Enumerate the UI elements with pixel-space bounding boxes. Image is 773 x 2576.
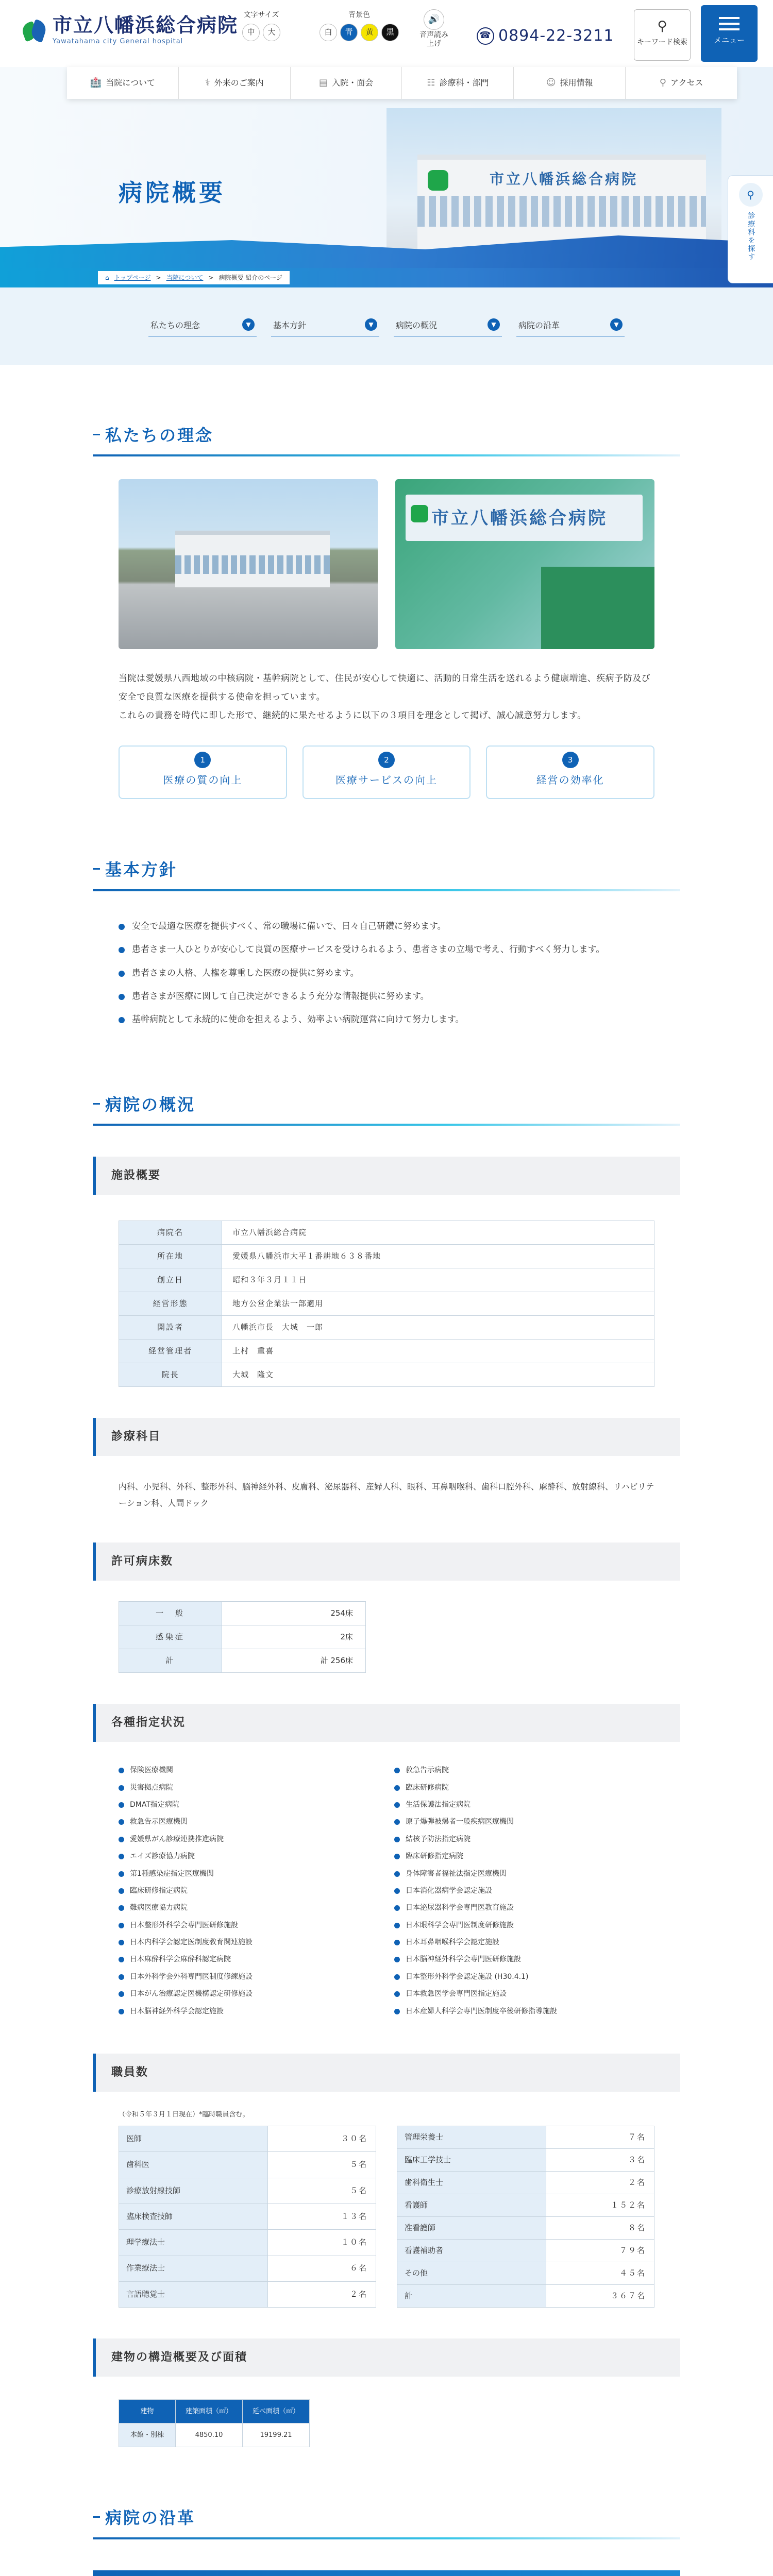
voice-read-label: 音声読み上げ — [419, 31, 448, 48]
table-row — [397, 2217, 654, 2240]
staff-count: ８名 — [546, 2217, 654, 2240]
staff-count: ５名 — [268, 2152, 376, 2178]
list-item: 生活保護法指定病院 — [394, 1799, 654, 1810]
list-item: 臨床研修指定病院 — [119, 1885, 379, 1896]
header-tel[interactable] — [477, 23, 614, 49]
side-tab-label: 診療科を探す — [747, 212, 755, 261]
list-item: 愛媛県がん診療連携推進病院 — [119, 1834, 379, 1845]
beds-table — [119, 1601, 366, 1673]
staff-count: １０名 — [268, 2230, 376, 2256]
list-item: 日本産婦人科学会専門医制度卒後研修指導施設 — [394, 2006, 654, 2017]
list-item: 臨床研修指定病院 — [394, 1851, 654, 1862]
table-row — [119, 2281, 376, 2307]
departments-text: 内科、小児科、外科、整形外科、脳神経外科、皮膚科、泌尿器科、産婦人科、眼科、耳鼻咽喉科、歯科口腔外科、麻酔科、放射線科、リハビリテーション科、人間ドック — [119, 1482, 654, 1509]
designation-heading: 各種指定状況 — [93, 1704, 680, 1742]
site-header — [0, 0, 773, 88]
section-policy — [0, 799, 773, 1029]
voice-read-button[interactable] — [417, 9, 450, 48]
breadcrumb-current: 病院概要 紹介のページ — [219, 274, 283, 281]
staff-heading: 職員数 — [93, 2054, 680, 2092]
table-row — [397, 2149, 654, 2172]
philosophy-card: 1 医療の質の向上 — [119, 745, 287, 799]
clipboard-icon: ☷ — [427, 77, 435, 88]
side-tab-find-department[interactable] — [728, 175, 773, 283]
search-icon: ⚲ — [657, 19, 667, 34]
page-title: 病院概要 — [119, 179, 226, 207]
bg-white-button[interactable]: 白 — [320, 24, 337, 41]
table-row — [397, 2194, 654, 2217]
bg-blue-button[interactable]: 青 — [340, 24, 358, 41]
home-icon: ⌂ — [105, 274, 109, 281]
philosophy-photos — [119, 479, 654, 649]
anchor-link-history[interactable]: 病院の沿革 ▼ — [516, 315, 625, 336]
designation-list-right — [394, 1765, 654, 2023]
staff-count: ７９名 — [546, 2240, 654, 2262]
anchor-nav — [0, 287, 773, 365]
chevron-down-icon: ▼ — [242, 318, 255, 331]
table-row: 経営管理者 上村 重喜 — [119, 1340, 654, 1363]
staff-role: 計 — [397, 2285, 546, 2308]
list-item: 日本がん治療認定医機構認定研修施設 — [119, 1988, 379, 1999]
list-item: 日本整形外科学会認定施設 (H30.4.1) — [394, 1971, 654, 1982]
staff-role: 管理栄養士 — [397, 2126, 546, 2149]
anchor-link-policy[interactable]: 基本方針 ▼ — [271, 315, 379, 336]
table-row: 計 計 256床 — [119, 1649, 366, 1673]
hospital-sign-photo — [395, 479, 654, 649]
staff-table-right — [397, 2126, 654, 2308]
breadcrumb-about[interactable]: 当院について — [166, 274, 204, 281]
staff-count: ５名 — [268, 2178, 376, 2204]
breadcrumb-band — [0, 268, 773, 287]
staff-count: ２名 — [268, 2281, 376, 2307]
history-heading: 病院の沿革 — [93, 2504, 680, 2539]
table-row: 所在地 愛媛県八幡浜市大平１番耕地６３８番地 — [119, 1245, 654, 1268]
menu-button[interactable] — [701, 5, 758, 62]
hamburger-icon — [719, 17, 740, 19]
logo-title: 市立八幡浜総合病院 — [53, 13, 239, 37]
bg-color-label: 背景色 — [348, 11, 370, 19]
facility-heading: 施設概要 — [93, 1157, 680, 1195]
list-item: 日本麻酔科学会麻酔科認定病院 — [119, 1954, 379, 1965]
table-row — [119, 2230, 376, 2256]
list-item: 第1種感染症指定医療機関 — [119, 1868, 379, 1879]
staff-role: その他 — [397, 2262, 546, 2285]
staff-role: 看護師 — [397, 2194, 546, 2217]
table-row — [397, 2126, 654, 2149]
gnav-item-departments[interactable]: ☷ 診療科・部門 — [402, 67, 514, 99]
list-item: エイズ診療協力病院 — [119, 1851, 379, 1862]
staff-role: 准看護師 — [397, 2217, 546, 2240]
list-item: 患者さまが医療に関して自己決定ができるよう充分な情報提供に努めます。 — [119, 987, 654, 1006]
list-item: 日本脳神経外科学会認定施設 — [119, 2006, 379, 2017]
philosophy-card: 3 経営の効率化 — [486, 745, 654, 799]
anchor-link-philosophy[interactable]: 私たちの理念 ▼ — [148, 315, 257, 336]
philosophy-lead: 当院は愛媛県八西地域の中核病院・基幹病院として、住民が安心して快適に、活動的日常生活を送れるよう健康増進、疾病予防及び安全で良質な医療を提供する使命を担っています。 これらの責務を時代に即した形で、継続的に果たせるように以下の３項目を理念として掲げ、誠心誠意努力します。 — [119, 673, 651, 721]
philosophy-heading: 私たちの理念 — [93, 421, 680, 456]
list-item: 臨床研修病院 — [394, 1782, 654, 1793]
staff-role: 作業療法士 — [119, 2256, 268, 2281]
staff-role: 臨床検査技師 — [119, 2204, 268, 2229]
policy-list — [119, 917, 654, 1030]
staff-role: 診療放射線技師 — [119, 2178, 268, 2204]
designation-lists — [119, 1765, 654, 2023]
list-item: 日本眼科学会専門医制度研修施設 — [394, 1920, 654, 1931]
list-item: 患者さま一人ひとりが安心して良質の医療サービスを受けられるよう、患者さまの立場で考え、行動すべく努力します。 — [119, 940, 654, 959]
breadcrumb: ⌂ トップページ > 当院について > 病院概要 紹介のページ — [98, 271, 290, 284]
staff-count: ２名 — [546, 2172, 654, 2194]
list-item: 結核予防法指定病院 — [394, 1834, 654, 1845]
gnav-item-outpatient[interactable]: ⚕ 外来のご案内 — [179, 67, 291, 99]
staff-count: １５２名 — [546, 2194, 654, 2217]
list-item: 救急告示医療機関 — [119, 1816, 379, 1827]
chevron-down-icon: ▼ — [365, 318, 377, 331]
staff-role: 歯科医 — [119, 2152, 268, 2178]
table-row — [119, 2204, 376, 2229]
chevron-down-icon: ▼ — [488, 318, 500, 331]
staff-count: ３６７名 — [546, 2285, 654, 2308]
logo-mark-icon — [23, 19, 47, 43]
stethoscope-icon: ⚕ — [205, 77, 210, 88]
bg-black-button[interactable]: 黒 — [381, 24, 399, 41]
list-item: 日本泌尿器科学会専門医教育施設 — [394, 1902, 654, 1913]
staff-count: ７名 — [546, 2126, 654, 2149]
header-tel-number: 0894-22-3211 — [498, 27, 614, 45]
logo-subtitle: Yawatahama city General hospital — [53, 37, 183, 45]
menu-label: メニュー — [713, 36, 745, 45]
table-row — [397, 2172, 654, 2194]
staff-count: ３名 — [546, 2149, 654, 2172]
list-item: 難病医療協力病院 — [119, 1902, 379, 1913]
gnav-item-about[interactable]: 🏥 当院について — [67, 67, 179, 99]
table-row: 院長 大城 隆文 — [119, 1363, 654, 1387]
staff-count: ４５名 — [546, 2262, 654, 2285]
font-size-control — [242, 9, 280, 41]
breadcrumb-top[interactable]: トップページ — [114, 274, 151, 281]
list-item: 日本整形外科学会専門医研修施設 — [119, 1920, 379, 1931]
list-item: 保険医療機関 — [119, 1765, 379, 1776]
list-item: 原子爆弾被爆者一般疾病医療機関 — [394, 1816, 654, 1827]
table-row: 病院名 市立八幡浜総合病院 — [119, 1221, 654, 1245]
list-item: 災害拠点病院 — [119, 1782, 379, 1793]
building-heading: 建物の構造概要及び面積 — [93, 2338, 680, 2377]
section-overview — [0, 1034, 773, 2447]
list-item: 日本脳神経外科学会専門医研修施設 — [394, 1954, 654, 1965]
table-row — [119, 2178, 376, 2204]
gnav-item-access[interactable]: ⚲ アクセス — [626, 67, 737, 99]
list-item: DMAT指定病院 — [119, 1799, 379, 1810]
table-row — [397, 2240, 654, 2262]
hero-photo-sign: 市立八幡浜総合病院 — [490, 171, 638, 188]
staff-count: ６名 — [268, 2256, 376, 2281]
philosophy-cards — [119, 745, 654, 799]
section-history — [0, 2447, 773, 2576]
list-item: 基幹病院として永続的に使命を担えるよう、効率よい病院運営に向けて努力します。 — [119, 1010, 654, 1029]
font-size-large-button[interactable]: 大 — [263, 24, 280, 41]
speaker-icon: 🔊 — [424, 9, 444, 30]
history-accordion-item[interactable] — [93, 2570, 680, 2576]
history-accordion — [93, 2570, 680, 2576]
person-icon: ☺ — [546, 77, 556, 88]
bg-yellow-button[interactable]: 黄 — [361, 24, 378, 41]
staff-count: １３名 — [268, 2204, 376, 2229]
chevron-down-icon: ▼ — [610, 318, 623, 331]
staff-role: 理学療法士 — [119, 2230, 268, 2256]
keyword-search-label: キーワード検索 — [637, 38, 687, 46]
search-icon: ⚲ — [739, 183, 763, 207]
staff-role: 臨床工学技士 — [397, 2149, 546, 2172]
font-size-label: 文字サイズ — [243, 11, 279, 19]
bg-color-control — [320, 9, 399, 41]
hospital-icon: 🏥 — [90, 77, 102, 88]
building-table — [119, 2399, 310, 2447]
gnav-item-recruit[interactable]: ☺ 採用情報 — [514, 67, 626, 99]
policy-heading: 基本方針 — [93, 856, 680, 891]
list-item: 日本消化器病学会認定施設 — [394, 1885, 654, 1896]
anchor-link-overview[interactable]: 病院の概況 ▼ — [394, 315, 502, 336]
section-philosophy — [0, 365, 773, 799]
beds-heading: 許可病床数 — [93, 1543, 680, 1581]
list-item: 日本外科学会外科専門医制度修練施設 — [119, 1971, 379, 1982]
staff-tables — [119, 2126, 654, 2308]
table-row: 建物 建築面積（㎡） 延べ面積（㎡） — [119, 2400, 310, 2424]
staff-role: 医師 — [119, 2126, 268, 2152]
designation-list-left — [119, 1765, 379, 2023]
table-row — [397, 2285, 654, 2308]
list-item: 日本耳鼻咽喉科学会認定施設 — [394, 1937, 654, 1948]
table-row — [119, 2152, 376, 2178]
list-item: 身体障害者福祉法指定医療機関 — [394, 1868, 654, 1879]
phone-icon: ☎ — [477, 27, 494, 45]
list-item: 救急告示病院 — [394, 1765, 654, 1776]
table-row — [119, 2126, 376, 2152]
list-item: 安全で最適な医療を提供すべく、常の職場に備いで、日々自己研鑽に努めます。 — [119, 917, 654, 936]
bed-icon: ▤ — [319, 77, 328, 88]
staff-count: ３０名 — [268, 2126, 376, 2152]
table-row: 感染症 2床 — [119, 1625, 366, 1649]
list-item: 日本内科学会認定医制度教育関連施設 — [119, 1937, 379, 1948]
hospital-exterior-photo — [119, 479, 378, 649]
staff-note: （令和５年３月１日現在）*臨時職員含む。 — [119, 2111, 249, 2119]
font-size-medium-button[interactable]: 中 — [242, 24, 260, 41]
departments-heading: 診療科目 — [93, 1418, 680, 1456]
staff-role: 歯科衛生士 — [397, 2172, 546, 2194]
sign-photo-text: 市立八幡浜総合病院 — [431, 508, 608, 529]
table-row: 一 般 254床 — [119, 1602, 366, 1625]
philosophy-card: 2 医療サービスの向上 — [303, 745, 471, 799]
list-item: 日本救急医学会専門医指定施設 — [394, 1988, 654, 1999]
table-row — [397, 2262, 654, 2285]
site-logo[interactable] — [23, 14, 238, 47]
global-nav — [67, 67, 737, 99]
keyword-search-button[interactable] — [634, 9, 691, 61]
table-row — [119, 2256, 376, 2281]
table-row: 経営形態 地方公営企業法一部適用 — [119, 1292, 654, 1316]
staff-role: 言語聴覚士 — [119, 2281, 268, 2307]
table-row: 創立日 昭和３年３月１１日 — [119, 1268, 654, 1292]
staff-table-left — [119, 2126, 376, 2308]
facility-table — [119, 1221, 654, 1387]
gnav-item-inpatient[interactable]: ▤ 入院・面会 — [291, 67, 402, 99]
table-row: 本館・別棟 4850.10 19199.21 — [119, 2424, 310, 2447]
overview-heading: 病院の概況 — [93, 1091, 680, 1126]
pin-icon: ⚲ — [659, 77, 666, 88]
table-row: 開設者 八幡浜市長 大城 一郎 — [119, 1316, 654, 1340]
staff-role: 看護補助者 — [397, 2240, 546, 2262]
list-item: 患者さまの人格、人権を尊重した医療の提供に努めます。 — [119, 964, 654, 983]
